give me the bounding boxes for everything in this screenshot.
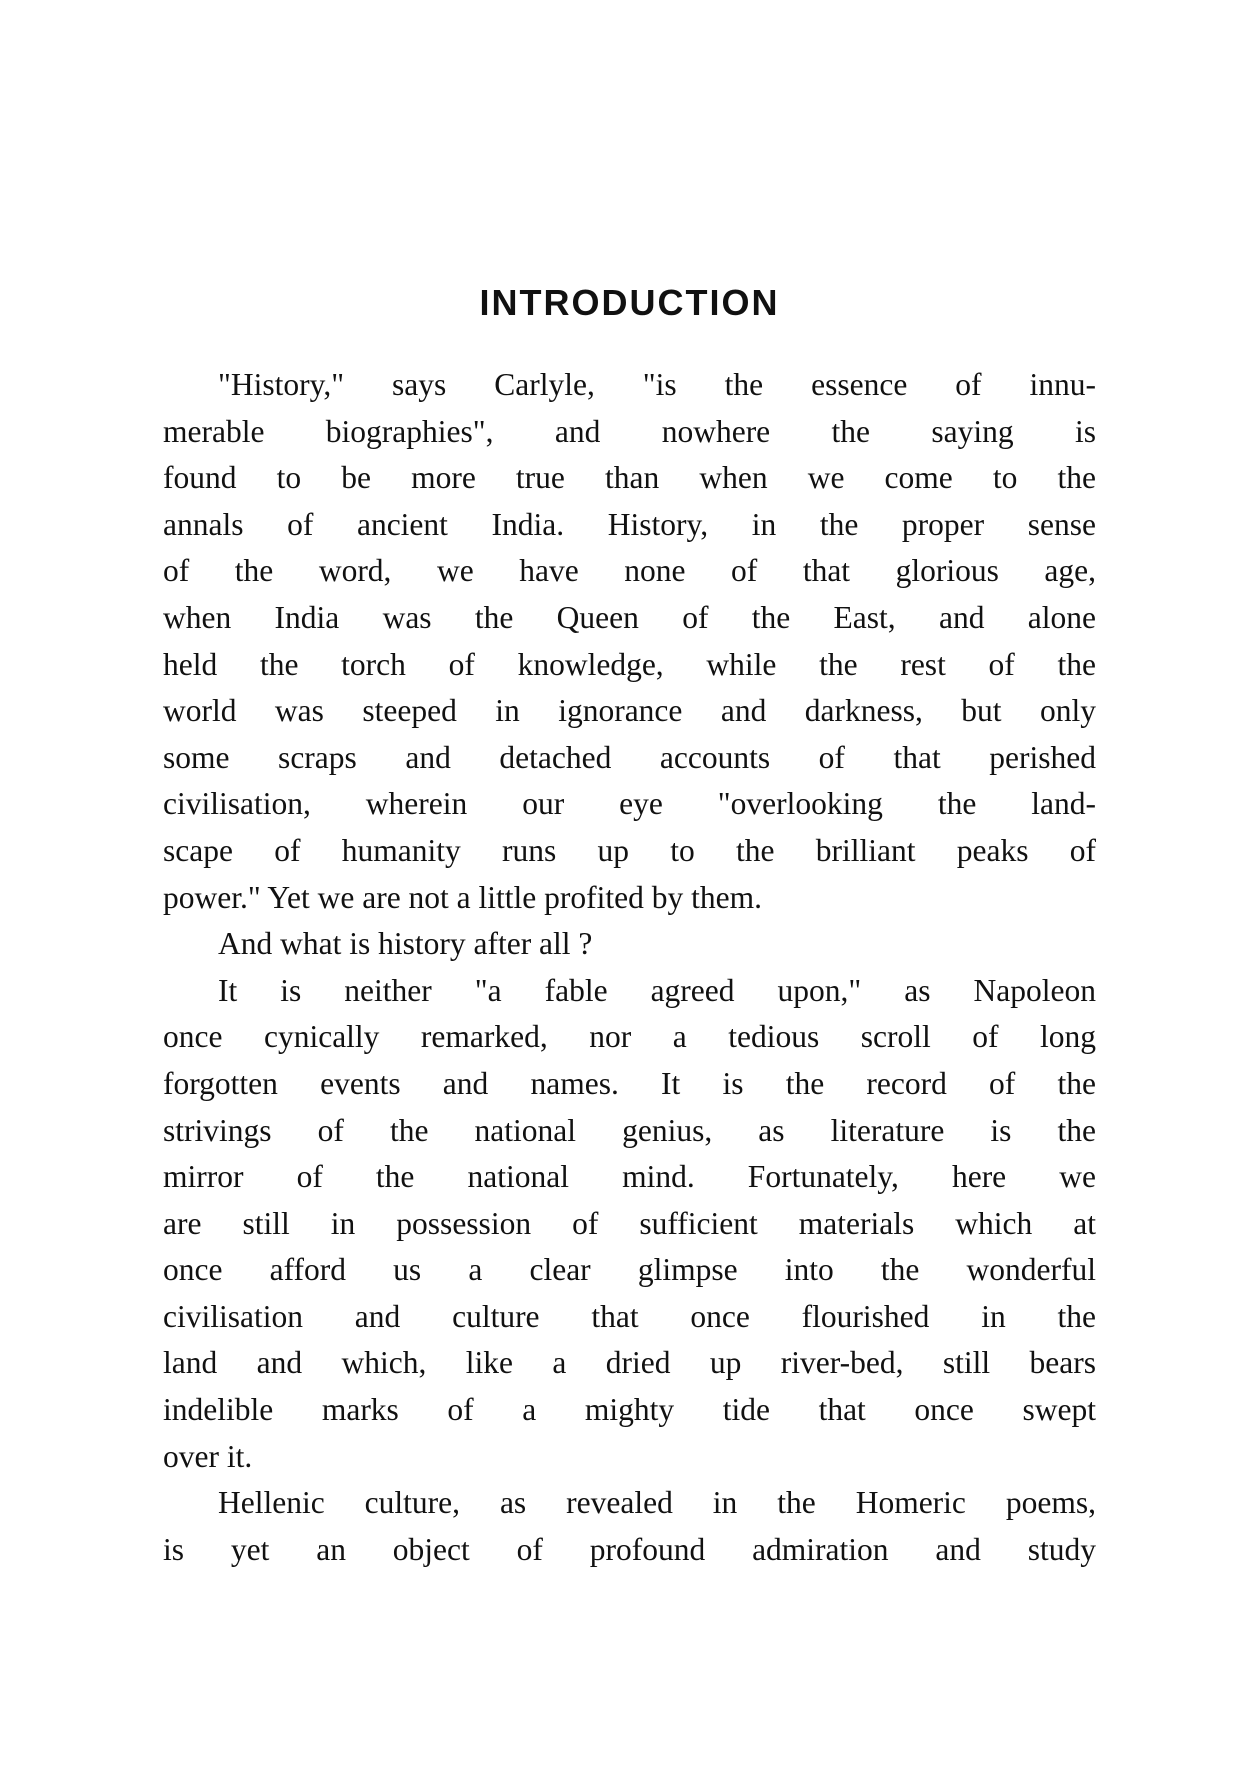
- text-line: annals of ancient India. History, in the proper sense: [163, 506, 1096, 542]
- text-line: over it.: [163, 1438, 253, 1474]
- chapter-title: INTRODUCTION: [479, 282, 780, 323]
- text-line: is yet an object of profound admiration and study: [163, 1531, 1096, 1567]
- text-line: are still in possession of sufficient materials which at: [163, 1205, 1096, 1241]
- text-line: world was steeped in ignorance and darkness, but only: [163, 693, 1096, 729]
- text-line: strivings of the national genius, as literature is the: [163, 1112, 1096, 1148]
- text-line: It is neither "a fable agreed upon," as Napoleon: [218, 972, 1096, 1008]
- body-text: [163, 362, 1096, 1573]
- text-line: forgotten events and names. It is the record of the: [163, 1065, 1096, 1101]
- text-line: mirror of the national mind. Fortunately, here we: [163, 1159, 1096, 1195]
- text-line: And what is history after all ?: [218, 926, 593, 962]
- text-line: once cynically remarked, nor a tedious scroll of long: [163, 1019, 1096, 1055]
- text-line: when India was the Queen of the East, and alone: [163, 599, 1096, 635]
- text-line: indelible marks of a mighty tide that once swept: [163, 1392, 1096, 1428]
- text-line: Hellenic culture, as revealed in the Homeric poems,: [218, 1485, 1096, 1521]
- text-line: power." Yet we are not a little profited by them.: [163, 879, 762, 915]
- text-line: held the torch of knowledge, while the rest of the: [163, 646, 1096, 682]
- text-line: merable biographies", and nowhere the saying is: [163, 413, 1096, 449]
- text-line: of the word, we have none of that glorious age,: [163, 553, 1096, 589]
- text-line: land and which, like a dried up river-bed, still bears: [163, 1345, 1096, 1381]
- text-line: "History," says Carlyle, "is the essence of innu-: [218, 367, 1096, 402]
- text-line: scape of humanity runs up to the brilliant peaks of: [163, 832, 1096, 868]
- text-line: some scraps and detached accounts of that perished: [163, 739, 1096, 775]
- text-line: found to be more true than when we come to the: [163, 460, 1096, 496]
- text-line: civilisation, wherein our eye "overlooking the land-: [163, 786, 1096, 822]
- text-line: civilisation and culture that once flourished in the: [163, 1298, 1096, 1334]
- text-line: once afford us a clear glimpse into the wonderful: [163, 1252, 1096, 1288]
